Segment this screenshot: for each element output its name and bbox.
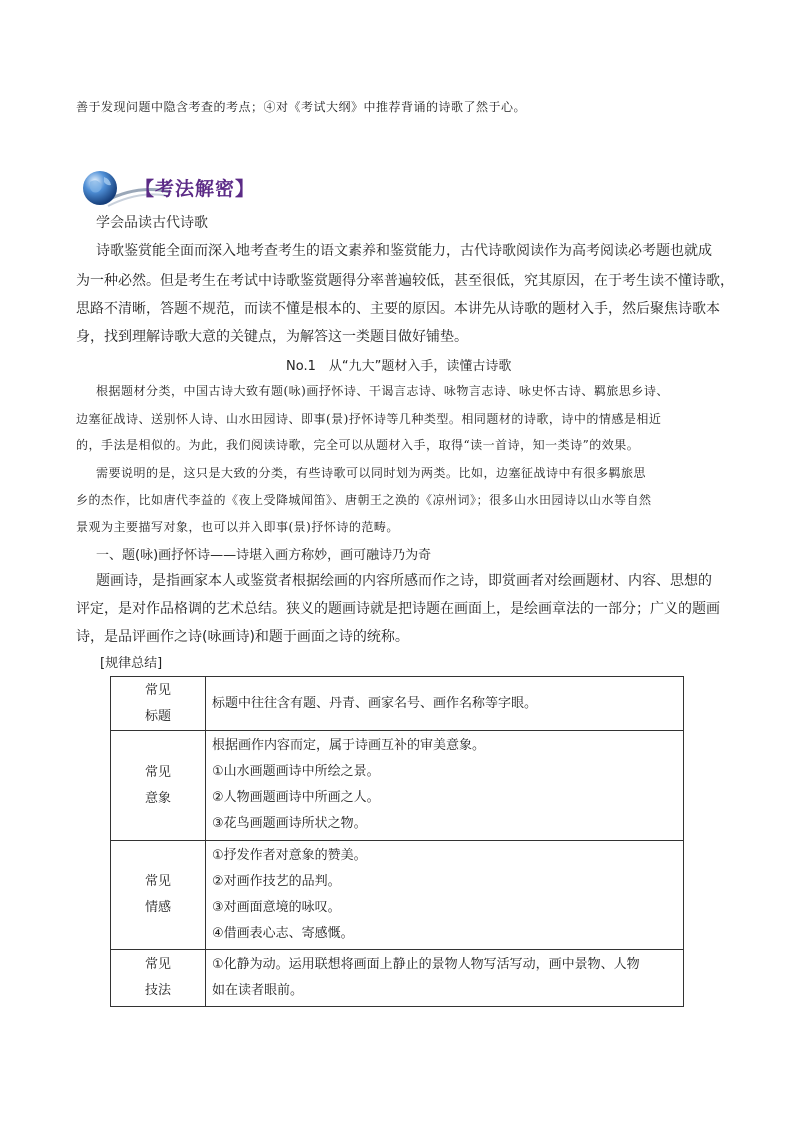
intro-line: 善于发现问题中隐含考查的考点；④对《考试大纲》中推荐背诵的诗歌了然于心。	[76, 100, 527, 114]
para4-line: 诗，是品评画作之诗(咏画诗)和题于画面之诗的统称。	[76, 629, 409, 645]
para3-line: 需要说明的是，这只是大致的分类，有些诗歌可以同时划为两类。比如，边塞征战诗中有很多羁旅思	[96, 466, 647, 480]
para2-line: 边塞征战诗、送别怀人诗、山水田园诗、即事(景)抒怀诗等几种类型。相同题材的诗歌，诗中的情感是相近	[76, 412, 662, 426]
content-line: ①山水画题画诗中所绘之景。	[212, 764, 380, 779]
para3-line: 乡的杰作，比如唐代李益的《夜上受降城闻笛》、唐朝王之涣的《凉州词》；很多山水田园诗以山水等自然	[76, 493, 652, 507]
subheading: No.1 从“九大”题材入手，读懂古诗歌	[286, 359, 512, 374]
row-header-line: 标题	[144, 708, 171, 724]
section-title: 【考法解密】	[135, 178, 256, 200]
row-header-line: 意象	[144, 790, 171, 806]
content-line: ②人物画题画诗中所画之人。	[212, 790, 380, 805]
content-line: 根据画作内容而定，属于诗画互补的审美意象。	[212, 738, 486, 753]
content-line: ③花鸟画题画诗所状之物。	[212, 816, 367, 831]
item1-heading: 一、题(咏)画抒怀诗——诗堪入画方称妙，画可融诗乃为奇	[96, 548, 432, 563]
row-content-cell	[206, 841, 684, 950]
para4-line: 题画诗，是指画家本人或鉴赏者根据绘画的内容所感而作之诗，即赏画者对绘画题材、内容、思想的	[96, 573, 712, 589]
table-row	[111, 677, 684, 731]
row-header-line: 常见	[144, 764, 171, 780]
row-header-line: 常见	[144, 957, 171, 972]
content-line: ①化静为动。运用联想将画面上静止的景物人物写活写动，画中景物、人物	[212, 957, 640, 972]
para4-line: 评定，是对作品格调的艺术总结。狭义的题画诗就是把诗题在画面上，是绘画章法的一部分；广义的题画	[76, 601, 720, 617]
content-line: 如在读者眼前。	[212, 983, 304, 998]
content-line: ③对画面意境的咏叹。	[212, 900, 341, 915]
row-header-line: 常见	[144, 682, 171, 698]
row-content-cell	[206, 950, 684, 1007]
para1-line: 思路不清晰，答题不规范，而读不懂是根本的、主要的原因。本讲先从诗歌的题材入手，然后聚焦诗歌本	[76, 301, 720, 317]
para3-line: 景观为主要描写对象，也可以并入即事(景)抒怀诗的范畴。	[76, 520, 399, 534]
para2-line: 的，手法是相似的。为此，我们阅读诗歌，完全可以从题材入手，取得“读一首诗，知一类诗”的效果。	[76, 438, 640, 452]
globe-icon	[80, 168, 120, 208]
table-row	[111, 731, 684, 841]
row-header-cell	[111, 677, 206, 731]
row-content-cell	[206, 677, 684, 731]
section-banner	[80, 168, 380, 208]
content-line: ②对画作技艺的品判。	[212, 874, 341, 889]
content-line: ①抒发作者对意象的赞美。	[212, 848, 367, 863]
para1-line: 身，找到理解诗歌大意的关键点，为解答这一类题目做好铺垫。	[76, 329, 468, 345]
heading: 学会品读古代诗歌	[96, 215, 208, 231]
content-line: 标题中往往含有题、丹青、画家名号、画作名称等字眼。	[212, 695, 538, 711]
row-header-cell	[111, 950, 206, 1007]
content-line: ④借画表心志、寄感慨。	[212, 926, 354, 941]
row-header-line: 情感	[144, 900, 171, 915]
row-header-line: 常见	[144, 874, 171, 889]
table-row	[111, 950, 684, 1007]
para1-line: 为一种必然。但是考生在考试中诗歌鉴赏题得分率普遍较低，甚至很低，究其原因，在于考生读不懂诗歌，	[76, 273, 734, 289]
row-header-cell	[111, 731, 206, 841]
table-row	[111, 841, 684, 950]
rule-summary-table	[110, 676, 684, 1007]
row-content-cell	[206, 731, 684, 841]
para2-line: 根据题材分类，中国古诗大致有题(咏)画抒怀诗、干谒言志诗、咏物言志诗、咏史怀古诗、羁旅思乡诗、	[96, 384, 669, 398]
rule-summary-label: [规律总结]	[100, 656, 163, 671]
para1-line: 诗歌鉴赏能全面而深入地考查考生的语文素养和鉴赏能力，古代诗歌阅读作为高考阅读必考题也就成	[96, 243, 712, 259]
row-header-cell	[111, 841, 206, 950]
row-header-line: 技法	[144, 983, 171, 998]
